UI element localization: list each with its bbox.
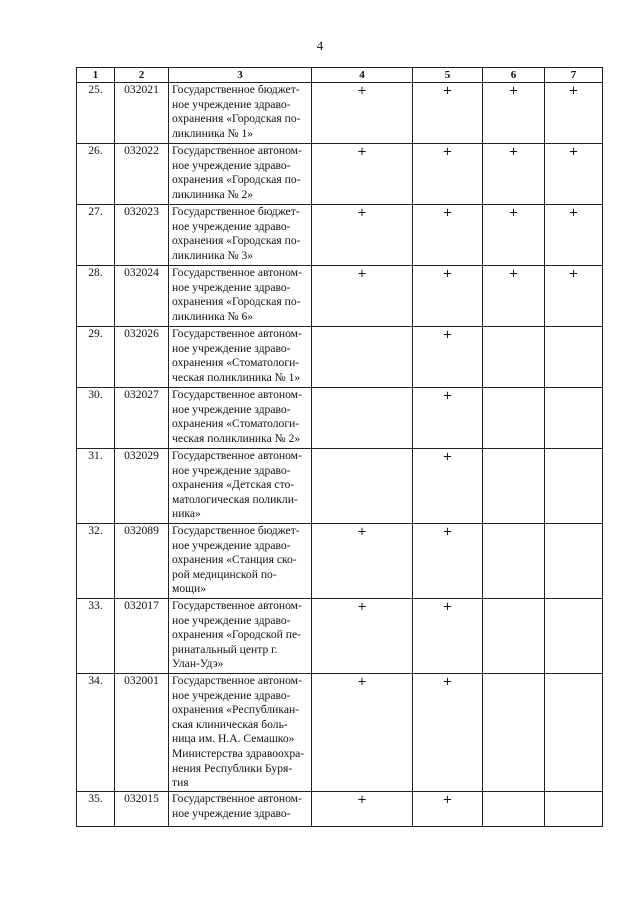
table-row: [77, 674, 603, 792]
institution-name: Государственное автоном- ное учреждение здраво- охранения «Республикан- ская клиническая боль- ница им. Н.А. Семашко» Министерства здравоохра- нения Республики Буря- тия: [169, 674, 312, 792]
row-number: 26.: [77, 144, 115, 205]
row-number: 34.: [77, 674, 115, 792]
mark-col-4: +: [312, 792, 413, 827]
mark-col-7: [545, 524, 603, 599]
mark-col-4: +: [312, 205, 413, 266]
mark-col-6: +: [483, 205, 545, 266]
mark-col-5: +: [413, 388, 483, 449]
institution-name: Государственное автоном- ное учреждение здраво- охранения «Стоматологи- ческая поликлиника № 2»: [169, 388, 312, 449]
institution-name: Государственное бюджет- ное учреждение здраво- охранения «Городская по- ликлиника № 3»: [169, 205, 312, 266]
column-header-4: 4: [312, 68, 413, 83]
row-number: 27.: [77, 205, 115, 266]
table-row: [77, 327, 603, 388]
institution-code: 032089: [115, 524, 169, 599]
institution-name: Государственное автоном- ное учреждение здраво- охранения «Детская сто- матологическая поликли- ника»: [169, 449, 312, 524]
mark-col-6: [483, 449, 545, 524]
mark-col-7: [545, 792, 603, 827]
institution-name: Государственное автоном- ное учреждение здраво- охранения «Городской пе- ринатальный центр г. Улан-Удэ»: [169, 599, 312, 674]
mark-col-7: [545, 449, 603, 524]
institution-code: 032022: [115, 144, 169, 205]
institution-code: 032001: [115, 674, 169, 792]
mark-col-5: +: [413, 524, 483, 599]
mark-col-6: +: [483, 266, 545, 327]
table-row: [77, 388, 603, 449]
table-row: [77, 524, 603, 599]
mark-col-5: +: [413, 674, 483, 792]
mark-col-5: +: [413, 266, 483, 327]
mark-col-5: +: [413, 327, 483, 388]
mark-col-6: [483, 599, 545, 674]
column-header-1: 1: [77, 68, 115, 83]
mark-col-7: [545, 599, 603, 674]
institution-code: 032026: [115, 327, 169, 388]
mark-col-6: [483, 674, 545, 792]
mark-col-6: [483, 792, 545, 827]
table-body: [77, 83, 603, 827]
mark-col-7: [545, 674, 603, 792]
row-number: 29.: [77, 327, 115, 388]
mark-col-5: +: [413, 792, 483, 827]
mark-col-7: +: [545, 205, 603, 266]
mark-col-7: +: [545, 83, 603, 144]
institution-code: 032017: [115, 599, 169, 674]
mark-col-6: [483, 524, 545, 599]
column-header-5: 5: [413, 68, 483, 83]
row-number: 31.: [77, 449, 115, 524]
mark-col-5: +: [413, 144, 483, 205]
table-row: [77, 144, 603, 205]
mark-col-4: [312, 327, 413, 388]
row-number: 25.: [77, 83, 115, 144]
mark-col-4: +: [312, 524, 413, 599]
mark-col-6: +: [483, 83, 545, 144]
table-row: [77, 599, 603, 674]
mark-col-7: +: [545, 144, 603, 205]
row-number: 35.: [77, 792, 115, 827]
mark-col-6: [483, 327, 545, 388]
institution-name: Государственное автоном- ное учреждение здраво- охранения «Стоматологи- ческая поликлиника № 1»: [169, 327, 312, 388]
institution-name: Государственное автоном- ное учреждение здраво-: [169, 792, 312, 827]
mark-col-5: +: [413, 205, 483, 266]
mark-col-4: +: [312, 599, 413, 674]
row-number: 30.: [77, 388, 115, 449]
institution-code: 032023: [115, 205, 169, 266]
table-row: [77, 266, 603, 327]
mark-col-5: +: [413, 83, 483, 144]
row-number: 28.: [77, 266, 115, 327]
mark-col-7: +: [545, 266, 603, 327]
institution-code: 032027: [115, 388, 169, 449]
row-number: 33.: [77, 599, 115, 674]
mark-col-7: [545, 327, 603, 388]
mark-col-6: +: [483, 144, 545, 205]
column-header-2: 2: [115, 68, 169, 83]
institution-name: Государственное автоном- ное учреждение здраво- охранения «Городская по- ликлиника № 6»: [169, 266, 312, 327]
mark-col-4: [312, 388, 413, 449]
table-header-row: [77, 68, 603, 83]
institution-code: 032024: [115, 266, 169, 327]
column-header-6: 6: [483, 68, 545, 83]
column-header-3: 3: [169, 68, 312, 83]
institution-name: Государственное бюджет- ное учреждение здраво- охранения «Городская по- ликлиника № 1»: [169, 83, 312, 144]
table-row: [77, 449, 603, 524]
medical-institutions-table: [76, 67, 603, 827]
mark-col-7: [545, 388, 603, 449]
mark-col-5: +: [413, 599, 483, 674]
table-row: [77, 83, 603, 144]
page-number: 4: [316, 38, 324, 53]
mark-col-4: [312, 449, 413, 524]
row-number: 32.: [77, 524, 115, 599]
institution-code: 032021: [115, 83, 169, 144]
table-row: [77, 205, 603, 266]
mark-col-5: +: [413, 449, 483, 524]
mark-col-4: +: [312, 266, 413, 327]
mark-col-4: +: [312, 144, 413, 205]
institution-name: Государственное автоном- ное учреждение здраво- охранения «Городская по- ликлиника № 2»: [169, 144, 312, 205]
institution-name: Государственное бюджет- ное учреждение здраво- охранения «Станция ско- рой медицинской по- мощи»: [169, 524, 312, 599]
column-header-7: 7: [545, 68, 603, 83]
mark-col-6: [483, 388, 545, 449]
mark-col-4: +: [312, 83, 413, 144]
institution-code: 032029: [115, 449, 169, 524]
table-row: [77, 792, 603, 827]
mark-col-4: +: [312, 674, 413, 792]
institution-code: 032015: [115, 792, 169, 827]
